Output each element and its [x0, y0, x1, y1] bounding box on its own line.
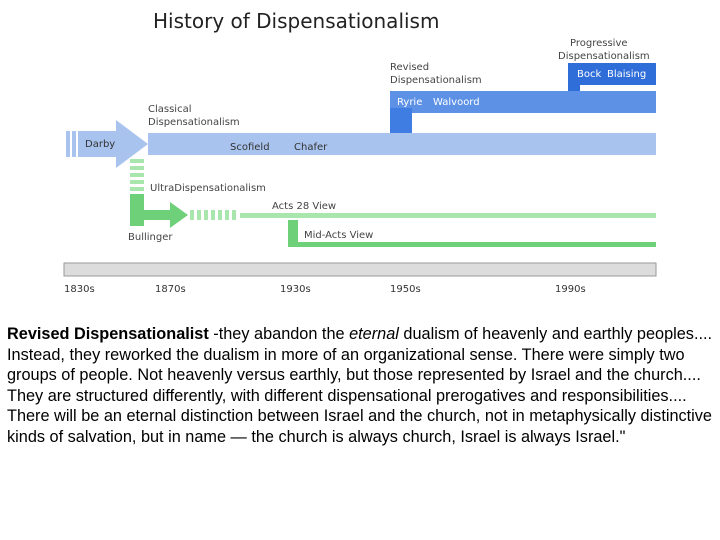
timeline-tick-1830s: 1830s — [64, 284, 95, 295]
caption-bold-lead: Revised Dispensationalist — [7, 325, 209, 343]
timeline-tick-1930s: 1930s — [280, 284, 311, 295]
caption-text-before-italic: -they abandon the — [208, 325, 350, 343]
acts28-label: Acts 28 View — [272, 201, 337, 212]
origin-stripe-2 — [72, 131, 76, 157]
origin-stripe-3 — [78, 131, 82, 157]
origin-stripe-1 — [66, 131, 70, 157]
midacts-bar — [288, 242, 656, 247]
progressive-person-bock: Bock — [577, 69, 602, 80]
caption-text-after-italic: dualism of heavenly and earthly peoples.... Instead, they reworked the dualism in more of an organizational sense. There were simply two groups of people. Not heavenly versus earthly, but those represented by Israel and the church.... They are structured differently, with different dispensational prerogatives and responsibilities.... There will be an eternal distinction between Israel and the church, not in metaphysically distinctive kinds of salvation, but in name — the church is always church, Israel is always Israel." — [7, 325, 713, 446]
progressive-label-line1: Progressive — [570, 38, 628, 49]
classical-label-line1: Classical — [148, 104, 192, 115]
revised-label-line1: Revised — [390, 62, 430, 73]
revised-label-line2: Dispensationalism — [390, 75, 482, 86]
classical-person-scofield: Scofield — [230, 142, 270, 153]
caption-italic-word: eternal — [349, 325, 399, 343]
progressive-label-line2: Dispensationalism — [558, 51, 650, 62]
revised-person-walvoord: Walvoord — [433, 97, 480, 108]
ultra-person-bullinger: Bullinger — [128, 232, 173, 243]
ultra-dashed-stem — [130, 159, 144, 191]
ultra-arrow — [144, 202, 188, 228]
caption-paragraph — [7, 324, 715, 447]
classical-bar — [148, 133, 656, 155]
ultra-stem-solid — [130, 194, 144, 226]
revised-connector — [390, 108, 412, 134]
ultra-dashed-link — [190, 210, 236, 220]
ultra-label: UltraDispensationalism — [150, 183, 266, 194]
timeline-tick-1870s: 1870s — [155, 284, 186, 295]
classical-person-chafer: Chafer — [294, 142, 328, 153]
timeline-tick-1990s: 1990s — [555, 284, 586, 295]
classical-label-line2: Dispensationalism — [148, 117, 240, 128]
revised-person-ryrie: Ryrie — [397, 97, 423, 108]
revised-bar — [390, 91, 656, 113]
classical-person-darby: Darby — [85, 139, 116, 150]
timeline-bar — [64, 263, 656, 276]
progressive-connector — [568, 79, 580, 93]
diagram-title: History of Dispensationalism — [153, 9, 440, 33]
acts28-bar — [240, 213, 656, 218]
midacts-label: Mid-Acts View — [304, 230, 374, 241]
progressive-person-blaising: Blaising — [607, 69, 647, 80]
timeline-tick-1950s: 1950s — [390, 284, 421, 295]
